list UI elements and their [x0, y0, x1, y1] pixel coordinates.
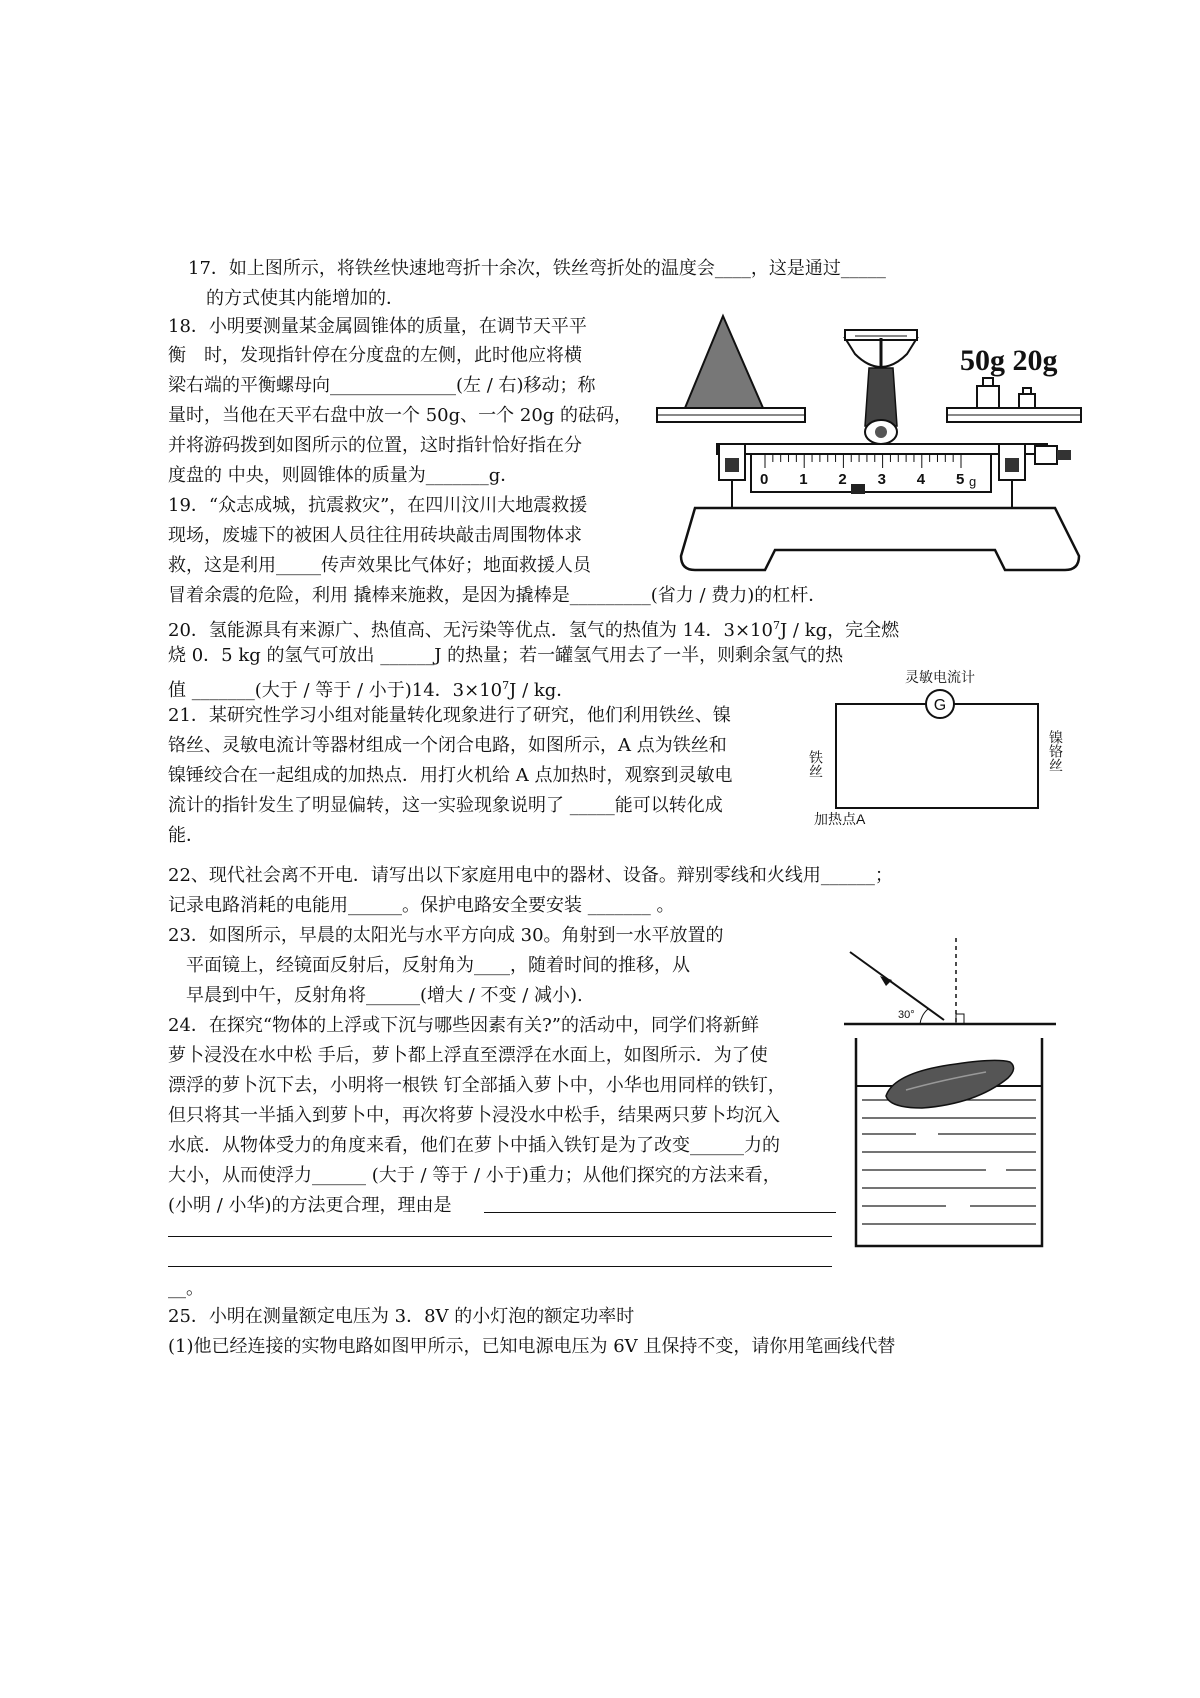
q20-line-2: 烧 0．5 kg 的氢气可放出 ______J 的热量；若一罐氢气用去了一半，则剩余氢气的热 [168, 645, 844, 666]
weight-50g [977, 386, 999, 408]
q20-line-3: 值 _______(大于 / 等于 / 小于)14．$3\times 10^7J$ / kg． [168, 679, 575, 701]
cone-object [685, 316, 763, 408]
galvanometer-symbol: G [933, 697, 947, 714]
meter-label: 灵敏电流计 [905, 669, 975, 685]
q24-line-3: 漂浮的萝卜沉下去，小明将一根铁 钉全部插入萝卜中，小华也用同样的铁钉， [168, 1075, 786, 1096]
q20-line-1: 20．氢能源具有来源广、热值高、无污染等优点．氢气的热值为 14．$3\times 10^7J$ / kg，完全燃 [168, 619, 900, 641]
q19-line-1: 19．“众志成城，抗震救灾”，在四川汶川大地震救援 [168, 495, 588, 516]
mirror-figure [840, 932, 1060, 1032]
q19-line-3: 救，这是利用_____传声效果比气体好；地面救援人员 [168, 555, 591, 576]
scale-label: 3 [877, 471, 886, 488]
q18-line-1: 18．小明要测量某金属圆锥体的质量，在调节天平平 [168, 316, 587, 337]
q21-line-2: 铬丝、灵敏电流计等器材组成一个闭合电路，如图所示，A 点为铁丝和 [168, 735, 727, 756]
q24-line-1: 24．在探究“物体的上浮或下沉与哪些因素有关?”的活动中，同学们将新鲜 [168, 1015, 759, 1036]
scale-unit: g [969, 474, 977, 489]
q23-line-1: 23．如图所示，早晨的太阳光与水平方向成 30。角射到一水平放置的 [168, 925, 724, 946]
q18-line-6: 度盘的 中央，则圆锥体的质量为_______g． [168, 465, 519, 486]
water-lines [862, 1100, 1036, 1224]
q24-line-6: 大小，从而使浮力______ (大于 / 等于 / 小于)重力；从他们探究的方法来看， [168, 1165, 781, 1186]
q21-line-3: 镍锤绞合在一起组成的加热点．用打火机给 A 点加热时，观察到灵敏电 [168, 765, 733, 786]
left-wire-label: 铁丝 [808, 750, 824, 778]
answer-line-1 [484, 1212, 836, 1213]
q21-line-1: 21．某研究性学习小组对能量转化现象进行了研究，他们利用铁丝、镍 [168, 705, 731, 726]
balance-base [681, 508, 1079, 570]
scale-label: 5 [956, 471, 965, 488]
beam [717, 444, 1047, 454]
q21-line-5: 能． [168, 825, 204, 846]
balance-figure [655, 308, 1085, 580]
q19-line-2: 现场，废墟下的被困人员往往用砖块敲击周围物体求 [168, 525, 582, 546]
answer-line-2 [168, 1236, 832, 1237]
q23-line-3: 早晨到中午，反射角将______(增大 / 不变 / 减小). [186, 985, 583, 1006]
rider-scale [751, 454, 991, 492]
scale-label: 0 [760, 471, 769, 488]
right-wire-label: 镍铬丝 [1048, 730, 1064, 772]
q24-line-2: 萝卜浸没在水中松 手后，萝卜都上浮直至漂浮在水面上，如图所示．为了使 [168, 1045, 768, 1066]
heating-point-label: 加热点A [814, 811, 866, 827]
q24-line-5: 水底．从物体受力的角度来看，他们在萝卜中插入铁钉是为了改变______力的 [168, 1135, 780, 1156]
radish [886, 1060, 1014, 1108]
weights-label: 50g 20g [960, 344, 1058, 377]
q21-line-4: 流计的指针发生了明显偏转，这一实验现象说明了 _____能可以转化成 [168, 795, 723, 816]
answer-line-3 [168, 1266, 832, 1267]
circuit-figure [800, 664, 1100, 836]
q18-line-4: 量时，当他在天平右盘中放一个 50g、一个 20g 的砝码， [168, 405, 633, 426]
scale-label: 1 [799, 471, 808, 488]
q25-line-2: (1)他已经连接的实物电路如图甲所示，已知电源电压为 6V 且保持不变，请你用笔画线代替 [168, 1336, 896, 1357]
q25-line-1: 25．小明在测量额定电压为 3．8V 的小灯泡的额定功率时 [168, 1306, 635, 1327]
balance-nut [1035, 446, 1057, 464]
circuit-loop [836, 704, 1038, 808]
q22-line-2: 记录电路消耗的电能用______。保护电路安全要安装 _______ 。 [168, 895, 675, 916]
q24-line-4: 但只将其一半插入到萝卜中，再次将萝卜浸没水中松手，结果两只萝卜均沉入 [168, 1105, 780, 1126]
scale-label: 4 [916, 471, 926, 488]
incident-ray [850, 952, 944, 1020]
q17-line-1: 17．如上图所示，将铁丝快速地弯折十余次，铁丝弯折处的温度会____，这是通过_____ [188, 258, 886, 279]
q24-line-7: (小明 / 小华)的方法更合理，理由是 [168, 1195, 452, 1216]
q22-line-1: 22、现代社会离不开电．请写出以下家庭用电中的器材、设备。辩别零线和火线用______； [168, 865, 893, 886]
q18-line-2: 衡 时，发现指针停在分度盘的左侧，此时他应将横 [168, 345, 582, 366]
scale-label: 2 [838, 471, 847, 488]
balance-pillar [865, 368, 897, 426]
q23-line-2: 平面镜上，经镜面反射后，反射角为____，随着时间的推移，从 [186, 955, 690, 976]
beaker-figure [846, 1034, 1056, 1254]
q18-line-3: 梁右端的平衡螺母向______________(左 / 右)移动；称 [168, 375, 596, 396]
q24-end: __。 [168, 1278, 204, 1299]
q17-line-2: 的方式使其内能增加的． [206, 288, 404, 309]
weight-20g [1019, 394, 1035, 408]
q18-line-5: 并将游码拨到如图所示的位置，这时指针恰好指在分 [168, 435, 582, 456]
rider [851, 484, 865, 494]
angle-label: 30° [898, 1009, 915, 1021]
q19-line-4: 冒着余震的危险，利用 撬棒来施救，是因为撬棒是_________(省力 / 费力)的杠杆． [168, 585, 827, 606]
